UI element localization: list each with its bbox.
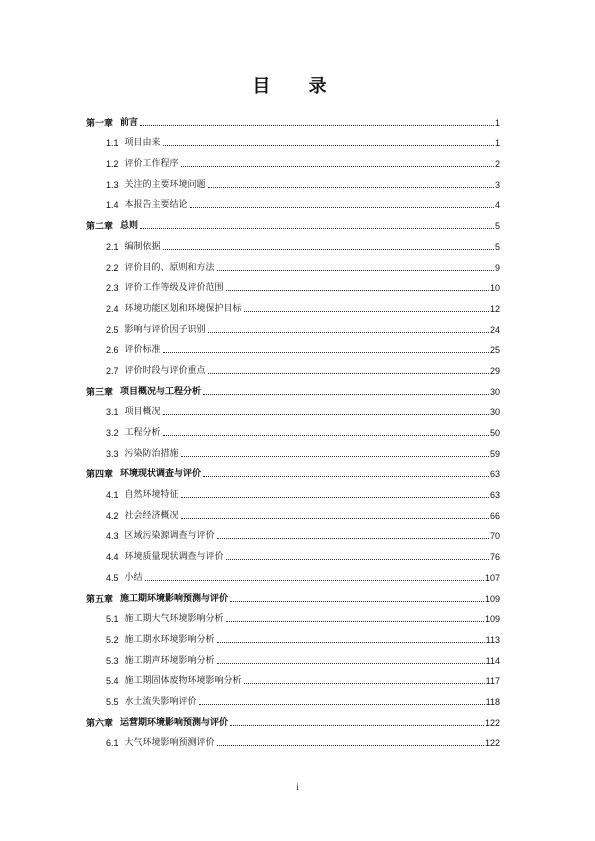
toc-entry-label: 影响与评价因子识别 xyxy=(124,324,206,335)
toc-entry-page: 113 xyxy=(485,634,500,645)
toc-entry-label: 施工期固体废物环境影响分析 xyxy=(124,676,242,687)
toc-entry-number: 第三章 xyxy=(86,386,114,397)
toc-dot-leader xyxy=(181,497,489,498)
toc-section-entry[interactable] xyxy=(86,687,500,708)
toc-section-entry[interactable] xyxy=(86,170,500,191)
toc-dot-leader xyxy=(203,394,489,395)
toc-entry-page: 30 xyxy=(489,407,500,418)
toc-dot-leader xyxy=(226,290,489,291)
toc-entry-number: 4.1 xyxy=(106,490,119,501)
toc-section-entry[interactable] xyxy=(86,129,500,150)
toc-entry-number: 第二章 xyxy=(86,221,114,232)
toc-entry-label: 关注的主要环境问题 xyxy=(124,179,206,190)
toc-section-entry[interactable] xyxy=(86,646,500,667)
toc-entry-number: 4.3 xyxy=(106,531,119,542)
toc-entry-label: 编制依据 xyxy=(124,241,161,252)
toc-section-entry[interactable] xyxy=(86,398,500,419)
toc-entry-number: 3.2 xyxy=(106,428,119,438)
toc-entry-label: 评价标准 xyxy=(124,345,161,356)
toc-entry-number: 第一章 xyxy=(86,117,114,128)
toc-section-entry[interactable] xyxy=(86,149,500,170)
toc-entry-label: 区域污染源调查与评价 xyxy=(124,531,215,542)
toc-section-entry[interactable] xyxy=(86,315,500,336)
toc-chapter-entry[interactable] xyxy=(86,211,500,232)
toc-dot-leader xyxy=(140,228,494,229)
toc-entry-page: 70 xyxy=(489,531,500,542)
toc-section-entry[interactable] xyxy=(86,336,500,357)
toc-dot-leader xyxy=(181,456,489,457)
toc-entry-label: 项目由来 xyxy=(124,138,161,149)
toc-entry-page: 2 xyxy=(494,159,500,170)
toc-entry-page: 109 xyxy=(484,614,500,625)
toc-dot-leader xyxy=(181,518,489,519)
toc-section-entry[interactable] xyxy=(86,418,500,439)
toc-section-entry[interactable] xyxy=(86,563,500,584)
toc-entry-label: 总则 xyxy=(120,221,139,232)
toc-entry-page: 66 xyxy=(489,510,500,521)
toc-entry-number: 3.1 xyxy=(106,407,119,418)
toc-entry-label: 污染防治措施 xyxy=(124,448,179,459)
toc-entry-number: 2.5 xyxy=(106,324,119,335)
toc-dot-leader xyxy=(226,621,484,622)
toc-section-entry[interactable] xyxy=(86,253,500,274)
toc-section-entry[interactable] xyxy=(86,667,500,688)
toc-entry-label: 评价工作等级及评价范围 xyxy=(124,283,224,294)
toc-entry-page: 29 xyxy=(489,365,500,376)
toc-entry-number: 5.1 xyxy=(106,614,119,625)
toc-entry-number: 6.1 xyxy=(106,738,119,749)
toc-chapter-entry[interactable] xyxy=(86,584,500,605)
toc-entry-page: 118 xyxy=(485,696,500,707)
toc-entry-label: 评价工作程序 xyxy=(124,159,179,170)
toc-entry-label: 社会经济概况 xyxy=(124,510,179,521)
toc-entry-page: 24 xyxy=(489,324,500,335)
table-of-contents xyxy=(86,108,500,749)
page-title: 目 录 xyxy=(252,76,343,97)
toc-entry-label: 施工期声环境影响分析 xyxy=(124,655,215,666)
toc-entry-label: 施工期环境影响预测与评价 xyxy=(120,593,229,604)
toc-entry-page: 117 xyxy=(485,676,500,687)
toc-dot-leader xyxy=(208,332,489,333)
toc-entry-label: 水土流失影响评价 xyxy=(124,696,197,707)
toc-entry-page: 50 xyxy=(489,428,500,438)
toc-chapter-entry[interactable] xyxy=(86,460,500,481)
toc-entry-page: 107 xyxy=(484,572,500,583)
toc-entry-number: 5.2 xyxy=(106,634,119,645)
toc-section-entry[interactable] xyxy=(86,480,500,501)
toc-dot-leader xyxy=(163,145,494,146)
toc-dot-leader xyxy=(140,125,494,126)
toc-entry-number: 5.4 xyxy=(106,676,119,687)
toc-entry-label: 施工期大气环境影响分析 xyxy=(124,614,224,625)
toc-entry-page: 114 xyxy=(485,655,500,666)
toc-entry-label: 项目概况与工程分析 xyxy=(120,386,202,397)
toc-dot-leader xyxy=(208,187,494,188)
toc-entry-label: 运营期环境影响预测与评价 xyxy=(120,717,229,728)
toc-entry-page: 3 xyxy=(494,179,500,190)
toc-dot-leader xyxy=(217,745,484,746)
toc-entry-page: 4 xyxy=(494,200,500,211)
toc-entry-number: 5.3 xyxy=(106,655,119,666)
toc-entry-number: 4.5 xyxy=(106,572,119,583)
toc-entry-page: 5 xyxy=(494,241,500,252)
toc-dot-leader xyxy=(203,476,489,477)
toc-entry-label: 工程分析 xyxy=(124,428,161,438)
toc-dot-leader xyxy=(217,663,485,664)
toc-dot-leader xyxy=(145,580,484,581)
toc-entry-label: 大气环境影响预测评价 xyxy=(124,738,215,749)
toc-entry-number: 4.4 xyxy=(106,552,119,563)
toc-entry-number: 2.3 xyxy=(106,283,119,294)
toc-entry-page: 59 xyxy=(489,448,500,459)
toc-entry-page: 25 xyxy=(489,345,500,356)
toc-entry-number: 3.3 xyxy=(106,448,119,459)
toc-entry-label: 前言 xyxy=(120,117,139,128)
toc-entry-page: 10 xyxy=(489,283,500,294)
toc-section-entry[interactable] xyxy=(86,274,500,295)
toc-entry-number: 1.3 xyxy=(106,179,119,190)
toc-dot-leader xyxy=(230,601,484,602)
toc-entry-page: 1 xyxy=(494,117,500,128)
page-number: i xyxy=(296,782,299,792)
toc-section-entry[interactable] xyxy=(86,605,500,626)
toc-entry-number: 2.6 xyxy=(106,345,119,356)
toc-entry-number: 2.1 xyxy=(106,241,119,252)
toc-dot-leader xyxy=(199,704,485,705)
toc-section-entry[interactable] xyxy=(86,729,500,750)
toc-dot-leader xyxy=(181,166,494,167)
toc-section-entry[interactable] xyxy=(86,191,500,212)
toc-entry-page: 12 xyxy=(489,303,500,314)
toc-entry-number: 第五章 xyxy=(86,593,114,604)
toc-section-entry[interactable] xyxy=(86,542,500,563)
toc-dot-leader xyxy=(163,435,489,436)
toc-dot-leader xyxy=(226,559,489,560)
toc-entry-label: 环境质量现状调查与评价 xyxy=(124,552,224,563)
toc-dot-leader xyxy=(163,249,494,250)
toc-entry-label: 自然环境特征 xyxy=(124,490,179,501)
toc-section-entry[interactable] xyxy=(86,625,500,646)
toc-entry-page: 109 xyxy=(484,593,500,604)
toc-entry-page: 30 xyxy=(489,386,500,397)
toc-entry-number: 2.4 xyxy=(106,303,119,314)
toc-entry-label: 小结 xyxy=(124,572,143,583)
toc-entry-label: 项目概况 xyxy=(124,407,161,418)
toc-section-entry[interactable] xyxy=(86,501,500,522)
toc-dot-leader xyxy=(163,352,489,353)
toc-section-entry[interactable] xyxy=(86,522,500,543)
toc-section-entry[interactable] xyxy=(86,439,500,460)
toc-entry-page: 76 xyxy=(489,552,500,563)
toc-dot-leader xyxy=(217,270,494,271)
toc-entry-number: 第四章 xyxy=(86,469,114,480)
toc-entry-label: 评价时段与评价重点 xyxy=(124,365,206,376)
toc-entry-number: 1.4 xyxy=(106,200,119,211)
toc-entry-page: 63 xyxy=(489,469,500,480)
toc-dot-leader xyxy=(244,683,485,684)
toc-dot-leader xyxy=(217,642,485,643)
toc-entry-number: 1.1 xyxy=(106,138,119,149)
toc-entry-page: 1 xyxy=(494,138,500,149)
toc-entry-page: 9 xyxy=(494,262,500,273)
toc-entry-number: 5.5 xyxy=(106,696,119,707)
toc-chapter-entry[interactable] xyxy=(86,108,500,129)
toc-entry-page: 122 xyxy=(484,738,500,749)
toc-section-entry[interactable] xyxy=(86,294,500,315)
toc-entry-label: 施工期水环境影响分析 xyxy=(124,634,215,645)
toc-section-entry[interactable] xyxy=(86,356,500,377)
toc-entry-page: 63 xyxy=(489,490,500,501)
toc-entry-number: 4.2 xyxy=(106,510,119,521)
toc-entry-label: 环境功能区划和环境保护目标 xyxy=(124,303,242,314)
toc-entry-number: 2.2 xyxy=(106,262,119,273)
toc-dot-leader xyxy=(163,414,489,415)
toc-entry-page: 122 xyxy=(484,717,500,728)
toc-entry-label: 评价目的、原则和方法 xyxy=(124,262,215,273)
toc-entry-number: 第六章 xyxy=(86,717,114,728)
toc-chapter-entry[interactable] xyxy=(86,377,500,398)
toc-section-entry[interactable] xyxy=(86,232,500,253)
toc-dot-leader xyxy=(230,725,484,726)
toc-entry-label: 环境现状调查与评价 xyxy=(120,469,202,480)
toc-dot-leader xyxy=(190,207,494,208)
toc-entry-number: 1.2 xyxy=(106,159,119,170)
toc-dot-leader xyxy=(208,373,489,374)
toc-entry-number: 2.7 xyxy=(106,365,119,376)
toc-dot-leader xyxy=(217,538,489,539)
toc-dot-leader xyxy=(244,311,489,312)
toc-entry-label: 本报告主要结论 xyxy=(124,200,188,211)
toc-entry-page: 5 xyxy=(494,221,500,232)
toc-chapter-entry[interactable] xyxy=(86,708,500,729)
